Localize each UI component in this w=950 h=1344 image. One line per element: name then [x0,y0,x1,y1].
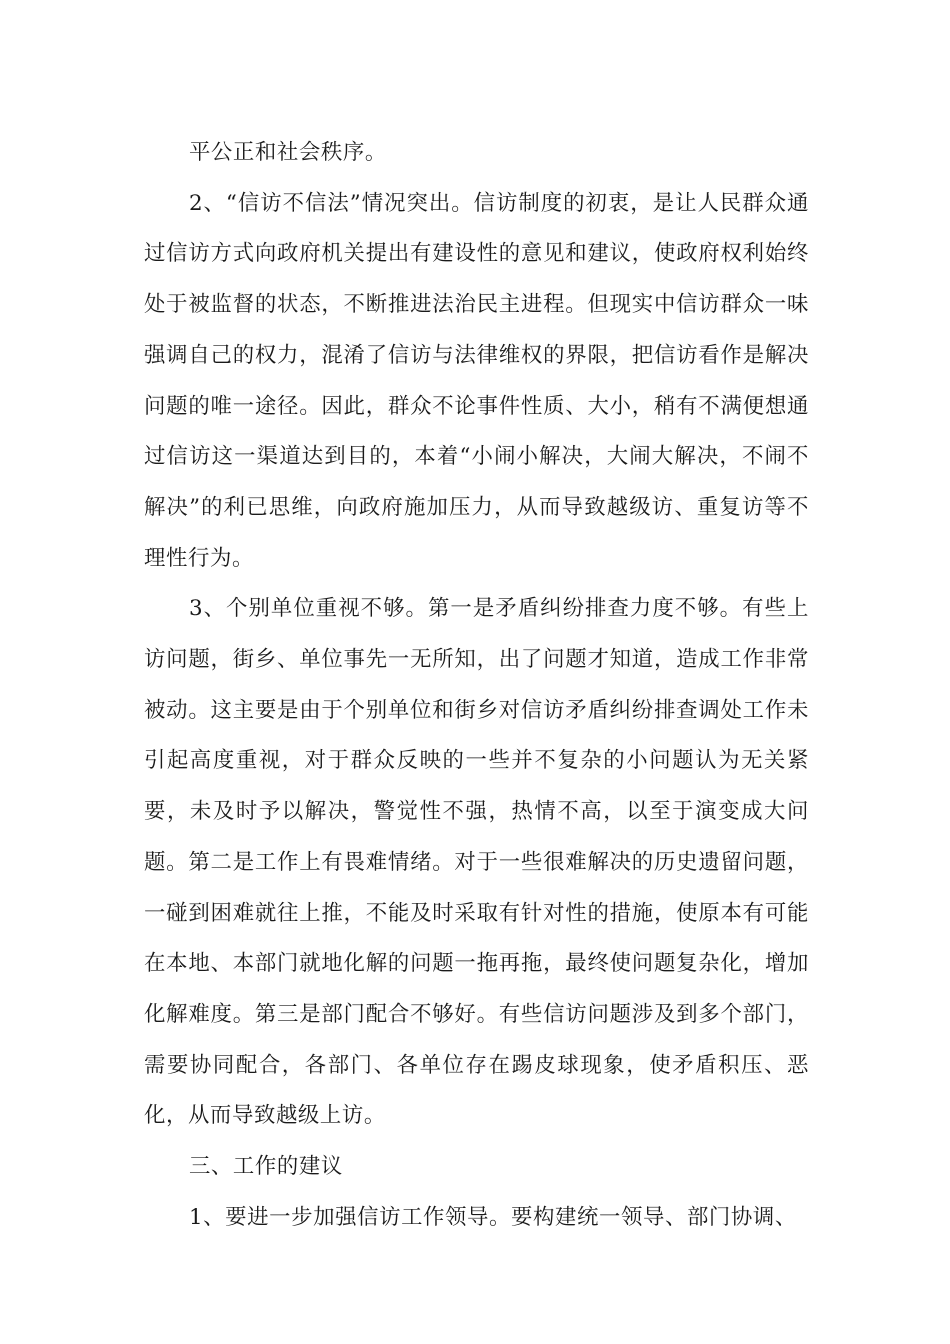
paragraph-point-2: 2、“信访不信法”情况突出。信访制度的初衷，是让人民群众通过信访方式向政府机关提出有建设性的意见和建议，使政府权利始终处于被监督的状态，不断推进法治民主进程。但现实中信访群众一味强调自己的权力，混淆了信访与法律维权的界限，把信访看作是解决问题的唯一途径。因此，群众不论事件性质、大小，稍有不满便想通过信访这一渠道达到目的，本着“小闹小解决，大闹大解决，不闹不解决”的利已思维，向政府施加压力，从而导致越级访、重复访等不理性行为。 [144,190,809,571]
section-heading: 三、工作的建议 [188,1154,343,1180]
paragraph-continuation: 平公正和社会秩序。 [188,140,387,165]
document-body [144,128,809,1243]
paragraph-point-3: 3、个别单位重视不够。第一是矛盾纠纷排查力度不够。有些上访问题，街乡、单位事先一无所知，出了问题才知道，造成工作非常被动。这主要是由于个别单位和街乡对信访矛盾纠纷排查调处工作未引起高度重视，对于群众反映的一些并不复杂的小问题认为无关紧要，未及时予以解决，警觉性不强，热情不高，以至于演变成大问题。第二是工作上有畏难情绪。对于一些很难解决的历史遗留问题，一碰到困难就往上推，不能及时采取有针对性的措施，使原本有可能在本地、本部门就地化解的问题一拖再拖，最终使问题复杂化，增加化解难度。第三是部门配合不够好。有些信访问题涉及到多个部门，需要协同配合，各部门、各单位存在踢皮球现象，使矛盾积压、恶化，从而导致越级上访。 [144,596,809,1129]
paragraph-suggestion-1: 1、要进一步加强信访工作领导。要构建统一领导、部门协调、 [188,1204,797,1230]
